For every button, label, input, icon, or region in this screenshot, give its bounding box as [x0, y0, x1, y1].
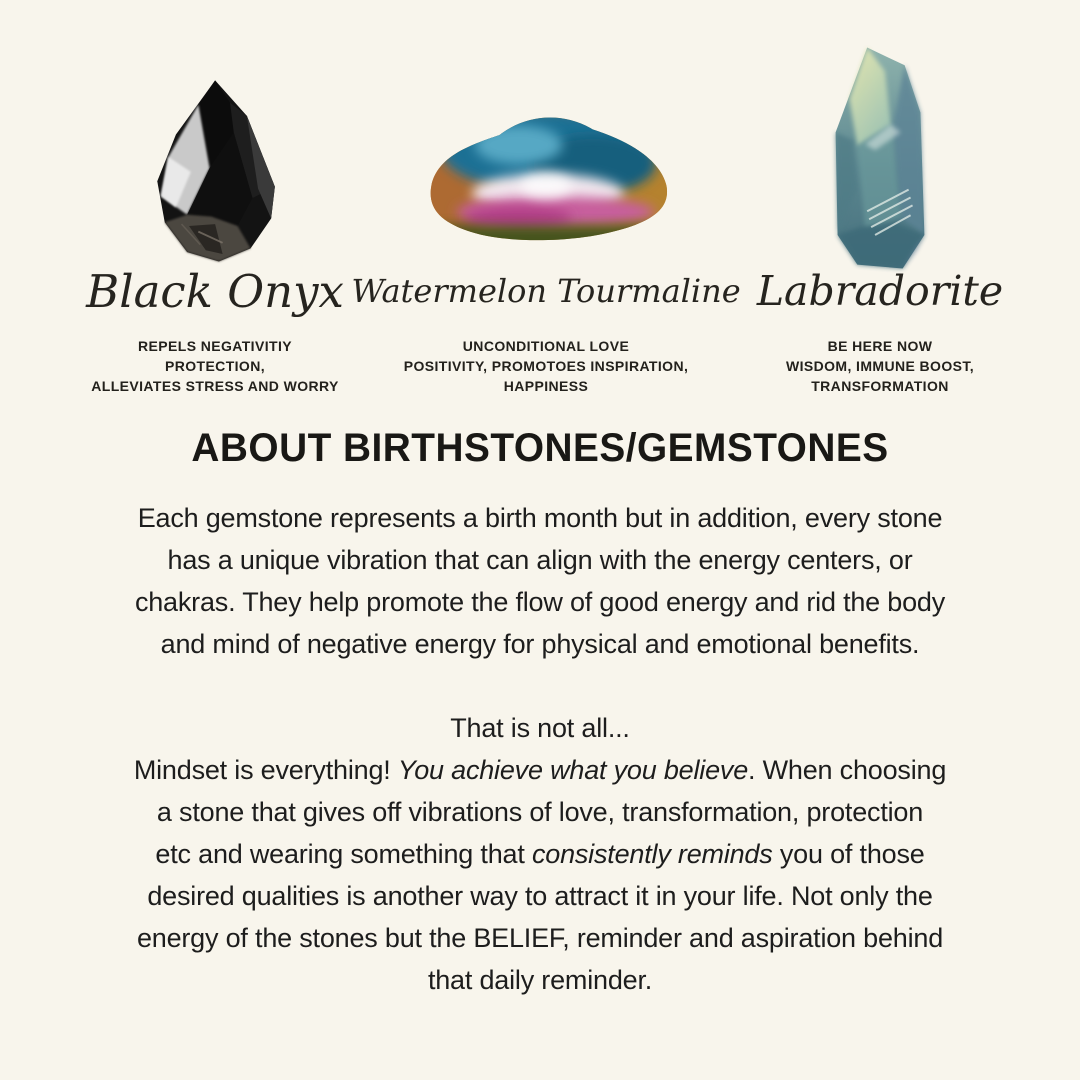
stone-properties-labradorite — [710, 336, 1050, 396]
stone-name-black-onyx: Black Onyx — [86, 264, 344, 318]
body-line — [40, 959, 1040, 1001]
property-line: UNCONDITIONAL LOVE — [462, 338, 630, 354]
body-line — [40, 833, 1040, 875]
body-line: Each gemstone represents a birth month but in addition, every stone — [137, 503, 943, 533]
property-line: BE HERE NOW — [827, 338, 933, 354]
body-text-segment: you of those — [772, 839, 925, 869]
body-text-segment: energy of the stones but the BELIEF, reminder and aspiration behind — [136, 923, 944, 953]
body-text-segment: a stone that gives off vibrations of love, transformation, protection — [156, 797, 924, 827]
property-line: PROTECTION, — [164, 358, 266, 374]
property-line: WISDOM, IMMUNE BOOST, — [785, 358, 975, 374]
property-line: HAPPINESS — [503, 378, 589, 394]
body-text-segment: etc and wearing something that — [155, 839, 532, 869]
body-line: has a unique vibration that can align with the energy centers, or — [167, 545, 913, 575]
watermelon-tourmaline-illustration — [410, 95, 682, 253]
body-line — [40, 791, 1040, 833]
body-interlude: That is not all... — [450, 713, 630, 743]
body-text-segment: that daily reminder. — [427, 965, 653, 995]
labradorite-illustration — [806, 40, 954, 280]
property-line: TRANSFORMATION — [811, 378, 949, 394]
property-line: ALLEVIATES STRESS AND WORRY — [91, 378, 339, 394]
property-line: POSITIVITY, PROMOTOES INSPIRATION, — [403, 358, 689, 374]
body-text-segment: desired qualities is another way to attract it in your life. Not only the — [147, 881, 933, 911]
stone-properties-watermelon-tourmaline — [376, 336, 716, 396]
body-text-segment: . When choosing — [748, 755, 947, 785]
property-line: REPELS NEGATIVITIY — [138, 338, 292, 354]
body-text-segment: Mindset is everything! — [133, 755, 398, 785]
spacer-line — [40, 665, 1040, 707]
body-text-segment: consistently reminds — [531, 839, 773, 869]
body-text-segment: You achieve what you believe — [397, 755, 749, 785]
black-onyx-illustration — [133, 70, 301, 270]
body-line — [40, 875, 1040, 917]
body-line — [40, 749, 1040, 791]
body-line: and mind of negative energy for physical and emotional benefits. — [160, 629, 920, 659]
stone-properties-black-onyx — [45, 336, 385, 396]
stone-name-watermelon-tourmaline: Watermelon Tourmaline — [351, 272, 741, 310]
stone-name-labradorite: Labradorite — [756, 267, 1004, 315]
about-body — [40, 497, 1040, 1001]
body-line — [40, 917, 1040, 959]
body-line: chakras. They help promote the flow of good energy and rid the body — [134, 587, 946, 617]
about-heading: ABOUT BIRTHSTONES/GEMSTONES — [191, 426, 889, 470]
